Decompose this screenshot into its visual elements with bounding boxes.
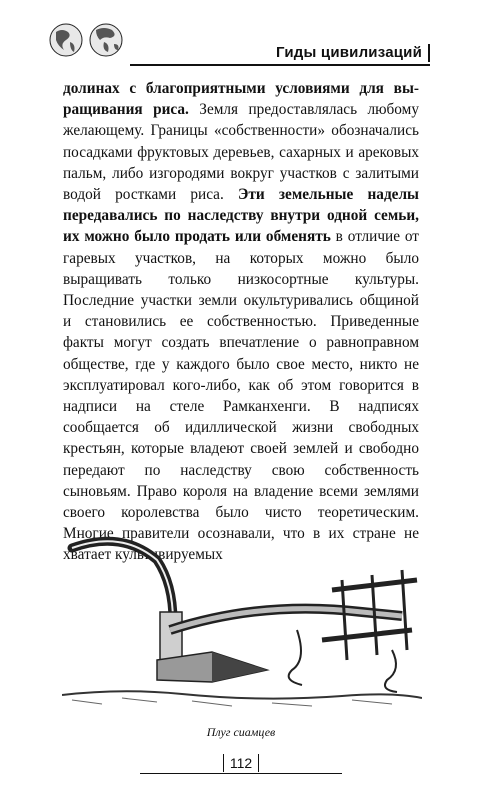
running-header xyxy=(0,0,482,80)
footer-rule xyxy=(140,773,342,774)
page-number: 112 xyxy=(223,754,259,772)
text-run: в отличие от гаревых участков, на которых можно было выращивать только низкосортные культуры. Последние участки земли окультуривались общиной и становились ее собственностью. Приведенные факты могут создать впечатление о равноправном обществе, где у каждого было свое место, никто не эксплуатировал кого-либо, как об этом говорится в надписи на стеле Рамканхенги. В надписях сообщается об идиллической жизни свободных крестьян, которые владеют своей землей и свободно передают по наследству свою собственность сыновьям. Право короля на владение всеми землями своего королевства было чисто теоретическим. Многие правители осознавали, что в их стране не хватает культивируемых xyxy=(63,228,419,564)
world-map-icon xyxy=(48,22,128,58)
header-tick xyxy=(428,44,430,62)
bold-phrase: долинах с благоприятными условиями для выращивания риса. xyxy=(63,80,419,119)
plough-illustration xyxy=(62,520,422,725)
bold-phrase: Эти земельные наделы передавались по наследству внутри одной семьи, их можно было продать или обменять xyxy=(63,186,419,246)
figure-caption: Плуг сиамцев xyxy=(206,725,276,739)
header-rule xyxy=(130,64,430,66)
page-footer xyxy=(0,754,482,773)
text-run: Земля предоставлялась любому желающему. Границы «собственности» обозначались посадками фруктовых деревьев, сахарных и арековых пальм, либо изгородями вокруг участков с залитыми водой ростками риса. xyxy=(63,101,419,204)
paragraph xyxy=(63,78,419,566)
running-header-title: Гиды цивилизаций xyxy=(276,44,422,61)
body-text xyxy=(63,78,419,566)
